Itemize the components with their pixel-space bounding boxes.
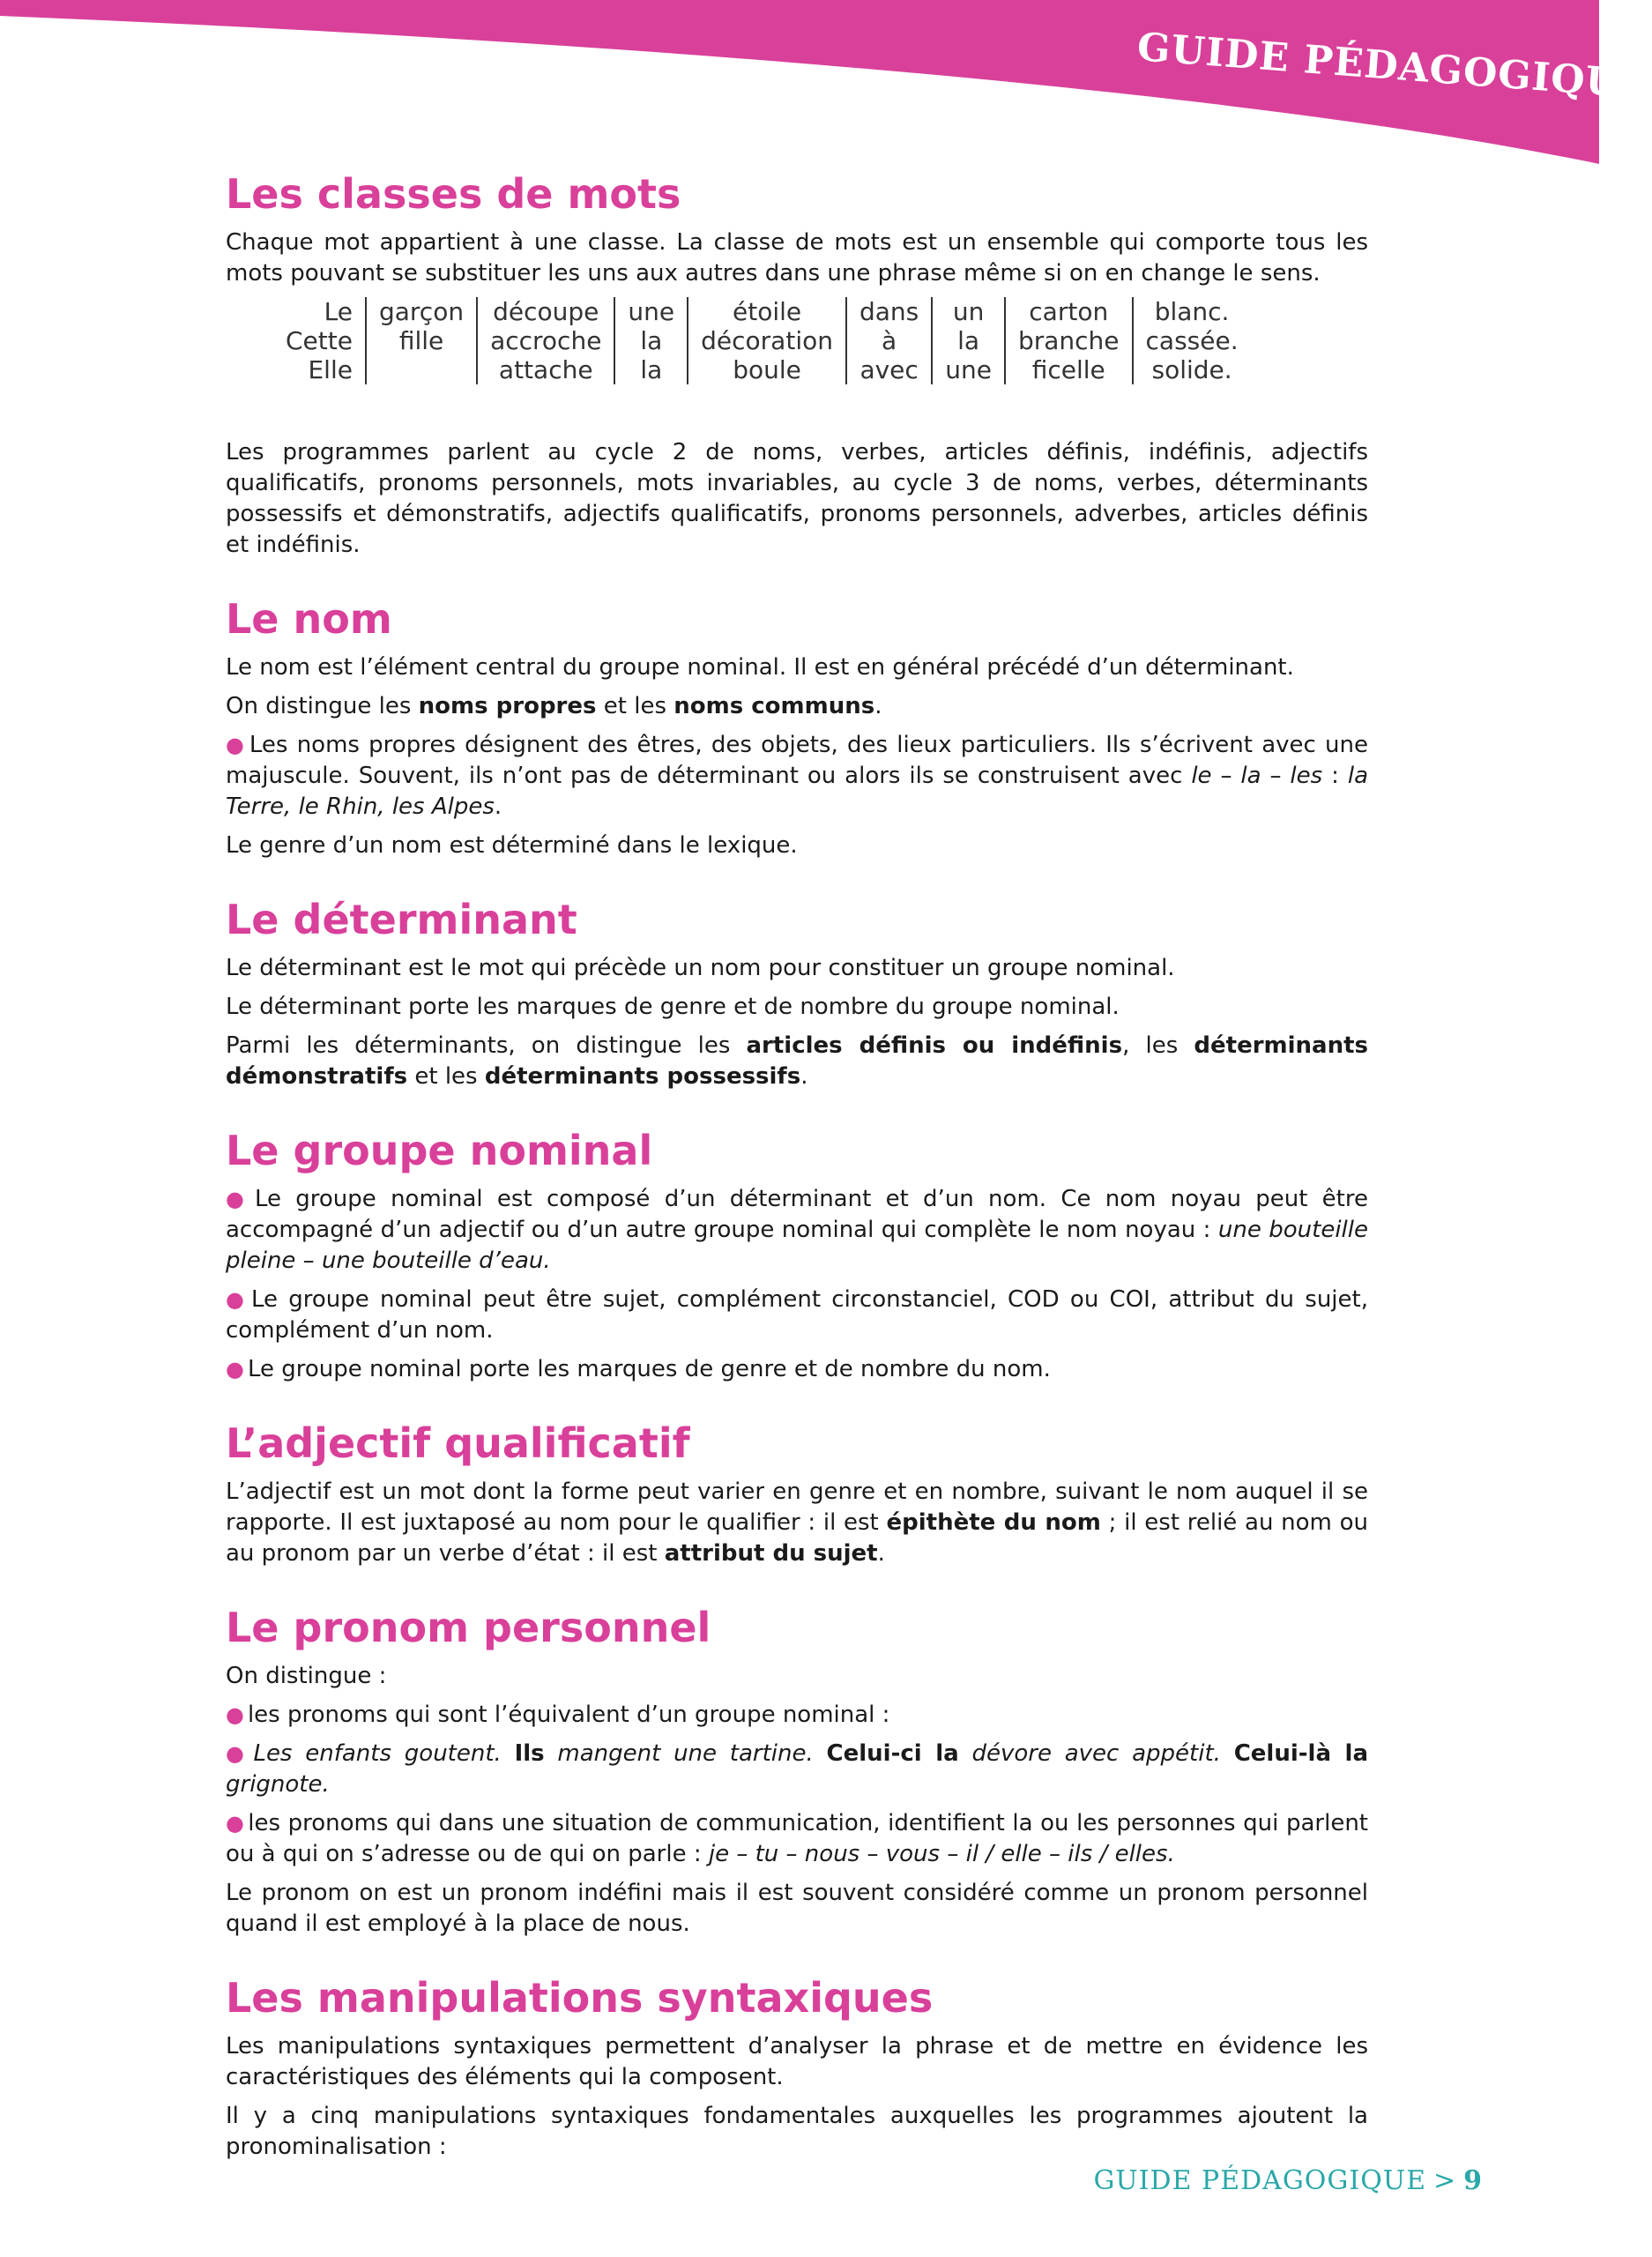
bullet-icon: ● — [226, 1187, 251, 1211]
manipulations-p1: Les manipulations syntaxiques permettent d’analyser la phrase et de mettre en évidence les caractéristiques des éléments qui la composent. — [226, 2033, 1368, 2090]
bullet-icon: ● — [226, 733, 246, 757]
header-banner — [0, 0, 1652, 176]
table-cell: décoration — [688, 326, 846, 355]
heading-determinant: Le déterminant — [226, 896, 577, 943]
bullet-icon: ● — [226, 1357, 244, 1382]
nom-p3: ● Les noms propres désignent des êtres, des objets, des lieux particuliers. Ils s’écrivent avec une majuscule. Souvent, ils n’ont pas de déterminant ou alors ils se construisent avec le – la – les : la Terre, le Rhin, les Alpes. — [226, 732, 1368, 820]
bullet-icon: ● — [226, 1811, 245, 1836]
heading-classes: Les classes de mots — [226, 170, 681, 218]
bullet-icon: ● — [226, 1702, 244, 1727]
pronom-p4: ● les pronoms qui dans une situation de communication, identifient la ou les personnes qui parlent ou à qui on s’adresse ou de qui on parle : je – tu – nous – vous – il / elle – ils / elles. — [226, 1810, 1368, 1867]
table-cell: dans — [846, 297, 932, 326]
word-class-table-body — [286, 297, 1251, 384]
manipulations-p2: Il y a cinq manipulations syntaxiques fondamentales auxquelles les programmes ajoutent la pronominalisation : — [226, 2103, 1368, 2160]
heading-groupe-nominal: Le groupe nominal — [226, 1127, 653, 1174]
pronom-p3: ● Les enfants goutent. Ils mangent une tartine. Celui-ci la dévore avec appétit. Celui-là la grignote. — [226, 1740, 1368, 1798]
table-cell: la — [932, 326, 1005, 355]
table-cell: étoile — [688, 297, 846, 326]
table-cell: fille — [366, 326, 477, 355]
table-cell: garçon — [366, 297, 477, 326]
table-cell: la — [614, 355, 688, 384]
bullet-icon: ● — [226, 1287, 248, 1312]
footer-separator: > — [1432, 2165, 1457, 2196]
table-cell: une — [614, 297, 688, 326]
nom-p1: Le nom est l’élément central du groupe nominal. Il est en général précédé d’un déterminant. — [226, 654, 1294, 681]
classes-intro: Chaque mot appartient à une classe. La classe de mots est un ensemble qui comporte tous les mots pouvant se substituer les uns aux autres dans une phrase même si on en change le sens. — [226, 229, 1368, 287]
groupe-p2: ● Le groupe nominal peut être sujet, complément circonstanciel, COD ou COI, attribut du sujet, complément d’un nom. — [226, 1286, 1368, 1344]
banner-shape — [0, 0, 1599, 176]
groupe-p1: ● Le groupe nominal est composé d’un déterminant et d’un nom. Ce nom noyau peut être accompagné d’un adjectif ou d’un autre groupe nominal qui complète le nom noyau : une bouteille pleine – une bouteille d’eau. — [226, 1186, 1369, 1274]
table-row — [286, 355, 1251, 384]
table-cell: boule — [688, 355, 846, 384]
adjectif-p1: L’adjectif est un mot dont la forme peut varier en genre et en nombre, suivant le nom auquel il se rapporte. Il est juxtaposé au nom pour le qualifier : il est épithète du nom ; il est relié au nom ou au pronom par un verbe d’état : il est attribut du sujet. — [226, 1479, 1368, 1567]
table-cell — [366, 355, 477, 384]
groupe-p3: ● Le groupe nominal porte les marques de genre et de nombre du nom. — [226, 1356, 1051, 1382]
table-cell: Cette — [286, 326, 353, 355]
table-cell: accroche — [477, 326, 614, 355]
determinant-p3: Parmi les déterminants, on distingue les articles définis ou indéfinis, les déterminants démonstratifs et les déterminants possessifs. — [226, 1032, 1369, 1090]
table-cell: cassée. — [1133, 326, 1251, 355]
table-cell: blanc. — [1133, 297, 1251, 326]
table-cell: avec — [846, 355, 932, 384]
bullet-icon: ● — [226, 1741, 250, 1766]
page-number: 9 — [1463, 2165, 1483, 2196]
word-class-table — [286, 297, 1251, 384]
table-row — [286, 297, 1251, 326]
table-cell: une — [932, 355, 1005, 384]
table-cell: un — [932, 297, 1005, 326]
nom-p4: Le genre d’un nom est déterminé dans le lexique. — [226, 832, 798, 859]
nom-p2: On distingue les noms propres et les noms communs. — [226, 693, 882, 719]
table-cell: à — [846, 326, 932, 355]
pronom-p1: On distingue : — [226, 1663, 387, 1689]
heading-pronom: Le pronom personnel — [226, 1604, 711, 1651]
heading-manipulations: Les manipulations syntaxiques — [226, 1974, 934, 2022]
pronom-p2: ● les pronoms qui sont l’équivalent d’un groupe nominal : — [226, 1702, 890, 1728]
table-cell: attache — [477, 355, 614, 384]
table-cell: Elle — [308, 355, 353, 384]
pronom-p5: Le pronom on est un pronom indéfini mais il est souvent considéré comme un pronom personnel quand il est employé à la place de nous. — [226, 1880, 1368, 1937]
table-cell: découpe — [477, 297, 614, 326]
main-content — [226, 168, 1368, 2171]
table-cell: carton — [1005, 297, 1133, 326]
determinant-p2: Le déterminant porte les marques de genre et de nombre du groupe nominal. — [226, 994, 1120, 1020]
heading-nom: Le nom — [226, 595, 392, 643]
programmes-text: Les programmes parlent au cycle 2 de noms, verbes, articles définis, indéfinis, adjectifs qualificatifs, pronoms personnels, mots invariables, au cycle 3 de noms, verbes, déterminants possessifs et démonstratifs, adjectifs qualificatifs, pronoms personnels, adverbes, articles définis et indéfinis. — [226, 439, 1368, 558]
footer-label: GUIDE PÉDAGOGIQUE — [1093, 2165, 1426, 2196]
table-cell: la — [614, 326, 688, 355]
page-footer — [1093, 2165, 1483, 2196]
heading-adjectif: L’adjectif qualificatif — [226, 1419, 690, 1467]
table-row — [286, 326, 1251, 355]
banner-title: GUIDE PÉDAGOGIQUE — [1135, 25, 1652, 108]
table-cell: solide. — [1133, 355, 1251, 384]
determinant-p1: Le déterminant est le mot qui précède un nom pour constituer un groupe nominal. — [226, 955, 1175, 981]
table-cell: ficelle — [1005, 355, 1133, 384]
table-cell: Le — [324, 297, 353, 326]
table-cell: branche — [1005, 326, 1133, 355]
